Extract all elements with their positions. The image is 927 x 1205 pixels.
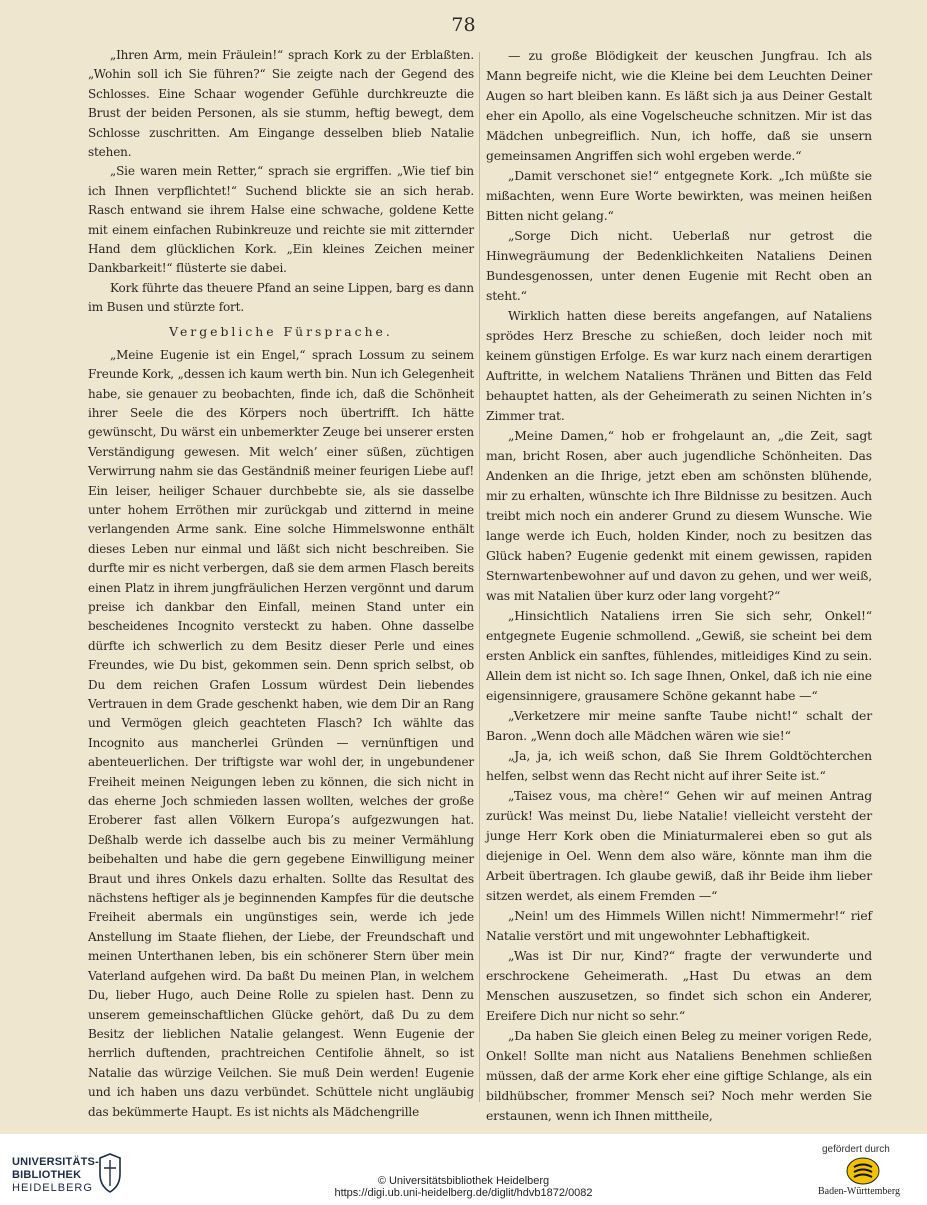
copyright-notice: [200, 1175, 727, 1199]
text-column-left: [88, 46, 474, 1122]
library-emblem-icon: [96, 1152, 124, 1196]
paragraph: „Nein! um des Himmels Willen nicht! Nimmermehr!“ rief Natalie verstört und mit ungewohnter Lebhaftigkeit.: [486, 908, 872, 943]
funded-by-label: gefördert durch: [822, 1144, 890, 1155]
page-number: 78: [451, 14, 476, 36]
permalink-url[interactable]: https://digi.ub.uni-heidelberg.de/diglit/hdvb1872/0082: [334, 1187, 593, 1199]
paragraph: Kork führte das theuere Pfand an seine Lippen, barg es dann im Busen und stürzte fort.: [88, 280, 474, 315]
column-divider: [479, 52, 480, 1102]
paragraph: „Da haben Sie gleich einen Beleg zu meiner vorigen Rede, Onkel! Sollte man nicht aus Nataliens Benehmen schließen müssen, daß der arme Kork eher eine giftige Schlange, als ein bildhübscher, frommer Mensch sei? Noch mehr werden Sie erstaunen, wenn ich Ihnen mittheile,: [486, 1028, 872, 1123]
library-logo[interactable]: [12, 1156, 108, 1200]
paragraph: „Verketzere mir meine sanfte Taube nicht!“ schalt der Baron. „Wenn doch alle Mädchen wären wie sie!“: [486, 708, 872, 743]
library-name-line2: BIBLIOTHEK: [12, 1169, 82, 1181]
paragraph: „Meine Damen,“ hob er frohgelaunt an, „die Zeit, sagt man, bricht Rosen, aber auch jugendliche Schönheiten. Das Andenken an die Ihrige, jetzt eben am schönsten blühende, mir zu erhalten, wünschte ich Ihre Bildnisse zu besitzen. Auch treibt mich noch ein anderer Grund zu diesem Wunsche. Wie lange werde ich Euch, holden Kinder, noch zu besitzen das Glück haben? Eugenie gedenkt mit einem gewissen, rapiden Sternwartenbewohner auf und davon zu gehen, und wer weiß, was mit Natalien über kurz oder lang vorgeht?“: [486, 428, 872, 603]
library-name-line3: HEIDELBERG: [12, 1182, 93, 1194]
paragraph: „Damit verschonet sie!“ entgegnete Kork. „Ich müßte sie mißachten, wenn Eure Worte bewirkten, was meinen heißen Bitten nicht gelang.“: [486, 168, 872, 223]
paragraph: Wirklich hatten diese bereits angefangen, auf Nataliens sprödes Herz Bresche zu schießen, doch leider noch mit keinem günstigen Erfolge. Es war kurz nach einem derartigen Auftritte, in welchem Nataliens Thränen und Bitten das Feld behauptet hatten, als der Geheimerath zu seinen Nichten in’s Zimmer trat.: [486, 308, 872, 423]
footer-bar: [0, 1134, 927, 1205]
paragraph: „Sorge Dich nicht. Ueberlaß nur getrost die Hinwegräumung der Bedenklichkeiten Nataliens Deinen Bundesgenossen, unter denen Eugenie mit Recht oben an steht.“: [486, 228, 872, 303]
paragraph: „Ihren Arm, mein Fräulein!“ sprach Kork zu der Erblaßten. „Wohin soll ich Sie führen?“ Sie zeigte nach der Gegend des Schlosses. Eine Schaar wogender Gefühle durchkreuzte die Brust der beiden Personen, als sie stumm, heftig bewegt, dem Schlosse zuschritten. Am Eingange desselben blieb Natalie stehen.: [88, 48, 474, 160]
paragraph: „Taisez vous, ma chère!“ Gehen wir auf meinen Antrag zurück! Was meinst Du, liebe Natalie! vielleicht versteht der junge Herr Kork oben die Miniaturmalerei eben so gut als diejenige in Oel. Wenn dem also wäre, könnte man ihm die Arbeit übertragen. Ich glaube gewiß, daß ihr Beide ihm lieber sitzen werdet, als einem Fremden —“: [486, 788, 872, 903]
text-column-right: [486, 46, 872, 1126]
baden-wuerttemberg-coat-of-arms-icon[interactable]: [845, 1156, 881, 1186]
funder-name: Baden-Württemberg: [818, 1186, 901, 1197]
paragraph: — zu große Blödigkeit der keuschen Jungfrau. Ich als Mann begreife nicht, wie die Kleine bei dem Leuchten Deiner Augen so hart bleiben kann. Es läßt sich ja aus Deiner Gestalt eher ein Apollo, als eine Vogelscheuche schnitzen. Mir ist das Mädchen unbegreiflich. Nun, ich hoffe, daß sie unsern gemeinsamen Angriffen sich wohl ergeben werde.“: [486, 48, 872, 163]
paragraph: „Was ist Dir nur, Kind?“ fragte der verwunderte und erschrockene Geheimerath. „Hast Du etwas an dem Menschen auszusetzen, so findet sich schon ein Anderer, Ereifere Dich nur nicht so sehr.“: [486, 948, 872, 1023]
paragraph: „Ja, ja, ich weiß schon, daß Sie Ihrem Goldtöchterchen helfen, selbst wenn das Recht nicht auf ihrer Seite ist.“: [486, 748, 872, 783]
paragraph: „Meine Eugenie ist ein Engel,“ sprach Lossum zu seinem Freunde Kork, „dessen ich kaum werth bin. Nun ich Gelegenheit habe, sie genauer zu beobachten, finde ich, daß die Schönheit ihrer Seele die des Körpers noch übertrifft. Ich hätte gewünscht, Du wärst ein unbemerkter Zeuge bei unserer ersten Verständigung gewesen. Mit welch’ einer süßen, züchtigen Verwirrung nahm sie das Geständniß meiner feurigen Liebe auf! Ein leiser, heiliger Schauer durchbebte sie, als sie dasselbe unter hohem Erröthen mir zurückgab und zitternd in meine verlangenden Arme sank. Eine solche Himmelswonne enthält dieses Leben nur einmal und läßt sich nicht beschreiben. Sie durfte mir es nicht verbergen, daß sie dem armen Flasch bereits einen Platz in ihrem jungfräulichen Herzen vergönnt und darum preise ich dankbar den Einfall, meinen Stand unter ein bescheidenes Incognito versteckt zu haben. Ohne dasselbe dürfte ich schwerlich zu dem Besitz dieser Perle und eines Freundes, wie Du bist, gekommen sein. Denn sprich selbst, ob Du dem reichen Grafen Lossum würdest Dein liebendes Vertrauen in dem Grade geschenkt haben, wie dem Dir an Rang und Vermögen gleich geachteten Flasch? Ich wählte das Incognito aus mancherlei Gründen — vernünftigen und abenteuerlichen. Der triftigste war wohl der, in ungebundener Freiheit meinen Neigungen leben zu können, die sich nicht in das eherne Joch schmieden lassen wollten, welches der große Eroberer fast allen Völkern Europa’s aufgezwungen hat. Deßhalb werde ich dasselbe auch bis zu meiner Vermählung beibehalten und habe die gern gegebene Einwilligung meiner Braut und ihres Onkels dazu erhalten. Sollte das Resultat des nächstens heftiger als je beginnenden Kampfes für die deutsche Freiheit abermals ein ungünstiges sein, werde ich jede Anstellung im Staate fliehen, der Liebe, der Freundschaft und meinen Unterthanen leben, bis ein schönerer Stern über mein Vaterland aufgehen wird. Da baßt Du meinen Plan, in welchem Du, lieber Hugo, auch Deine Rolle zu spielen hast. Denn zu unserem gemeinschaftlichen Glücke gehört, daß Du zu dem Besitz der lieblichen Natalie gelangest. Wenn Eugenie der herrlich duftenden, prachtreichen Centifolie ähnelt, so ist Natalie das würzige Veilchen. Sie muß Dein werden! Eugenie und ich haben uns dazu verbündet. Schüttele nicht ungläubig das bekümmerte Haupt. Es ist nichts als Mädchengrille: [88, 347, 474, 1119]
paragraph: „Hinsichtlich Nataliens irren Sie sich sehr, Onkel!“ entgegnete Eugenie schmollend. „Gewiß, sie scheint bei dem ersten Anblick ein sanftes, fühlendes, mitleidiges Kind zu sein. Allein dem ist nicht so. Ich sage Ihnen, Onkel, daß ich nie eine eigensinnigere, grausamere Schöne gekannt habe —“: [486, 608, 872, 703]
section-heading: Vergebliche Fürsprache.: [169, 323, 393, 339]
library-name-line1: UNIVERSITÄTS-: [12, 1156, 99, 1168]
paragraph: „Sie waren mein Retter,“ sprach sie ergriffen. „Wie tief bin ich Ihnen verpflichtet!“ Suchend blickte sie an sich herab. Rasch entwand sie ihrem Halse eine schwache, goldene Kette mit einem einfachen Rubinkreuze und reichte sie mit zitternder Hand dem glücklichen Kork. „Ein kleines Zeichen meiner Dankbarkeit!“ flüsterte sie dabei.: [88, 164, 474, 276]
copyright-text: © Universitätsbibliothek Heidelberg: [377, 1175, 550, 1187]
